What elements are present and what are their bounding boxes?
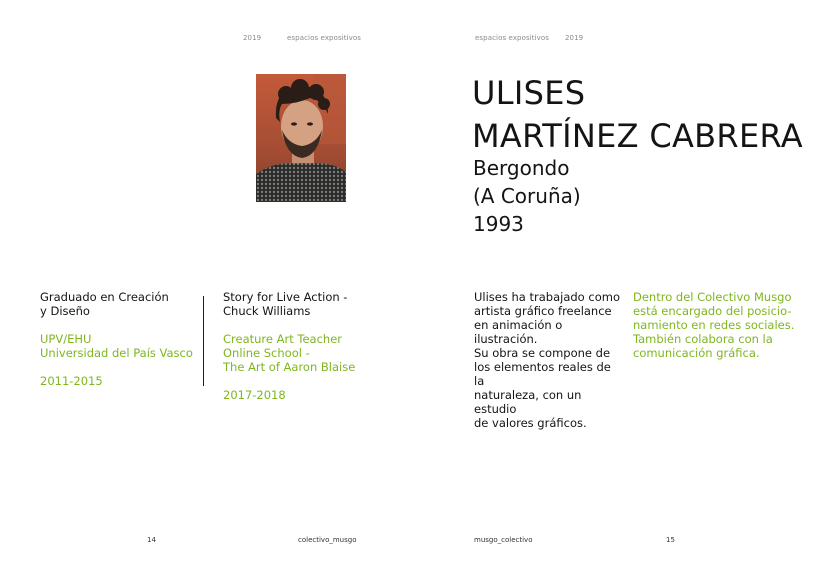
bio-block [474, 290, 624, 430]
bio-line: naturaleza, con un estudio [474, 388, 582, 416]
artist-city: Bergondo [473, 156, 570, 180]
artist-portrait [256, 74, 346, 202]
bio-line: artista gráfico freelance [474, 304, 612, 318]
artist-last-name: MARTÍNEZ CABRERA [472, 117, 803, 155]
course-years: 2017-2018 [223, 388, 286, 402]
bio-line: de valores gráficos. [474, 416, 587, 430]
header-section-right: espacios expositivos [475, 34, 550, 42]
course-org-line2: Online School - [223, 346, 310, 360]
header-year-right: 2019 [565, 34, 584, 42]
bio-line: Ulises ha trabajado como [474, 290, 620, 304]
education-school-line2: Universidad del País Vasco [40, 346, 193, 360]
course-org-line1: Creature Art Teacher [223, 332, 342, 346]
bio-line: los elementos reales de la [474, 360, 611, 388]
header-section-left: espacios expositivos [287, 34, 362, 42]
header-year-left: 2019 [243, 34, 262, 42]
education-block [40, 290, 200, 388]
education-degree-line2: y Diseño [40, 304, 90, 318]
course-title-line1: Story for Live Action - [223, 290, 348, 304]
column-divider [203, 296, 204, 386]
footer-handle-left: colectivo_musgo [298, 536, 357, 544]
education-years: 2011-2015 [40, 374, 103, 388]
artist-region: (A Coruña) [473, 184, 581, 208]
course-title-line2: Chuck Williams [223, 304, 311, 318]
role-block [633, 290, 813, 360]
page-number-left: 14 [147, 536, 156, 544]
role-line: comunicación gráfica. [633, 346, 760, 360]
artist-origin [473, 154, 581, 238]
education-school-line1: UPV/EHU [40, 332, 92, 346]
artist-first-name: ULISES [472, 74, 586, 112]
bio-line: en animación o ilustración. [474, 318, 563, 346]
artist-birth-year: 1993 [473, 212, 524, 236]
portrait-illustration [256, 74, 346, 202]
role-line: namiento en redes sociales. [633, 318, 795, 332]
page-number-right: 15 [666, 536, 675, 544]
bio-line: Su obra se compone de [474, 346, 611, 360]
artist-name [472, 72, 803, 158]
footer-handle-right: musgo_colectivo [474, 536, 533, 544]
role-line: También colabora con la [633, 332, 773, 346]
course-block [223, 290, 393, 402]
education-degree-line1: Graduado en Creación [40, 290, 169, 304]
role-line: está encargado del posicio- [633, 304, 792, 318]
course-org-line3: The Art of Aaron Blaise [223, 360, 356, 374]
role-line: Dentro del Colectivo Musgo [633, 290, 792, 304]
